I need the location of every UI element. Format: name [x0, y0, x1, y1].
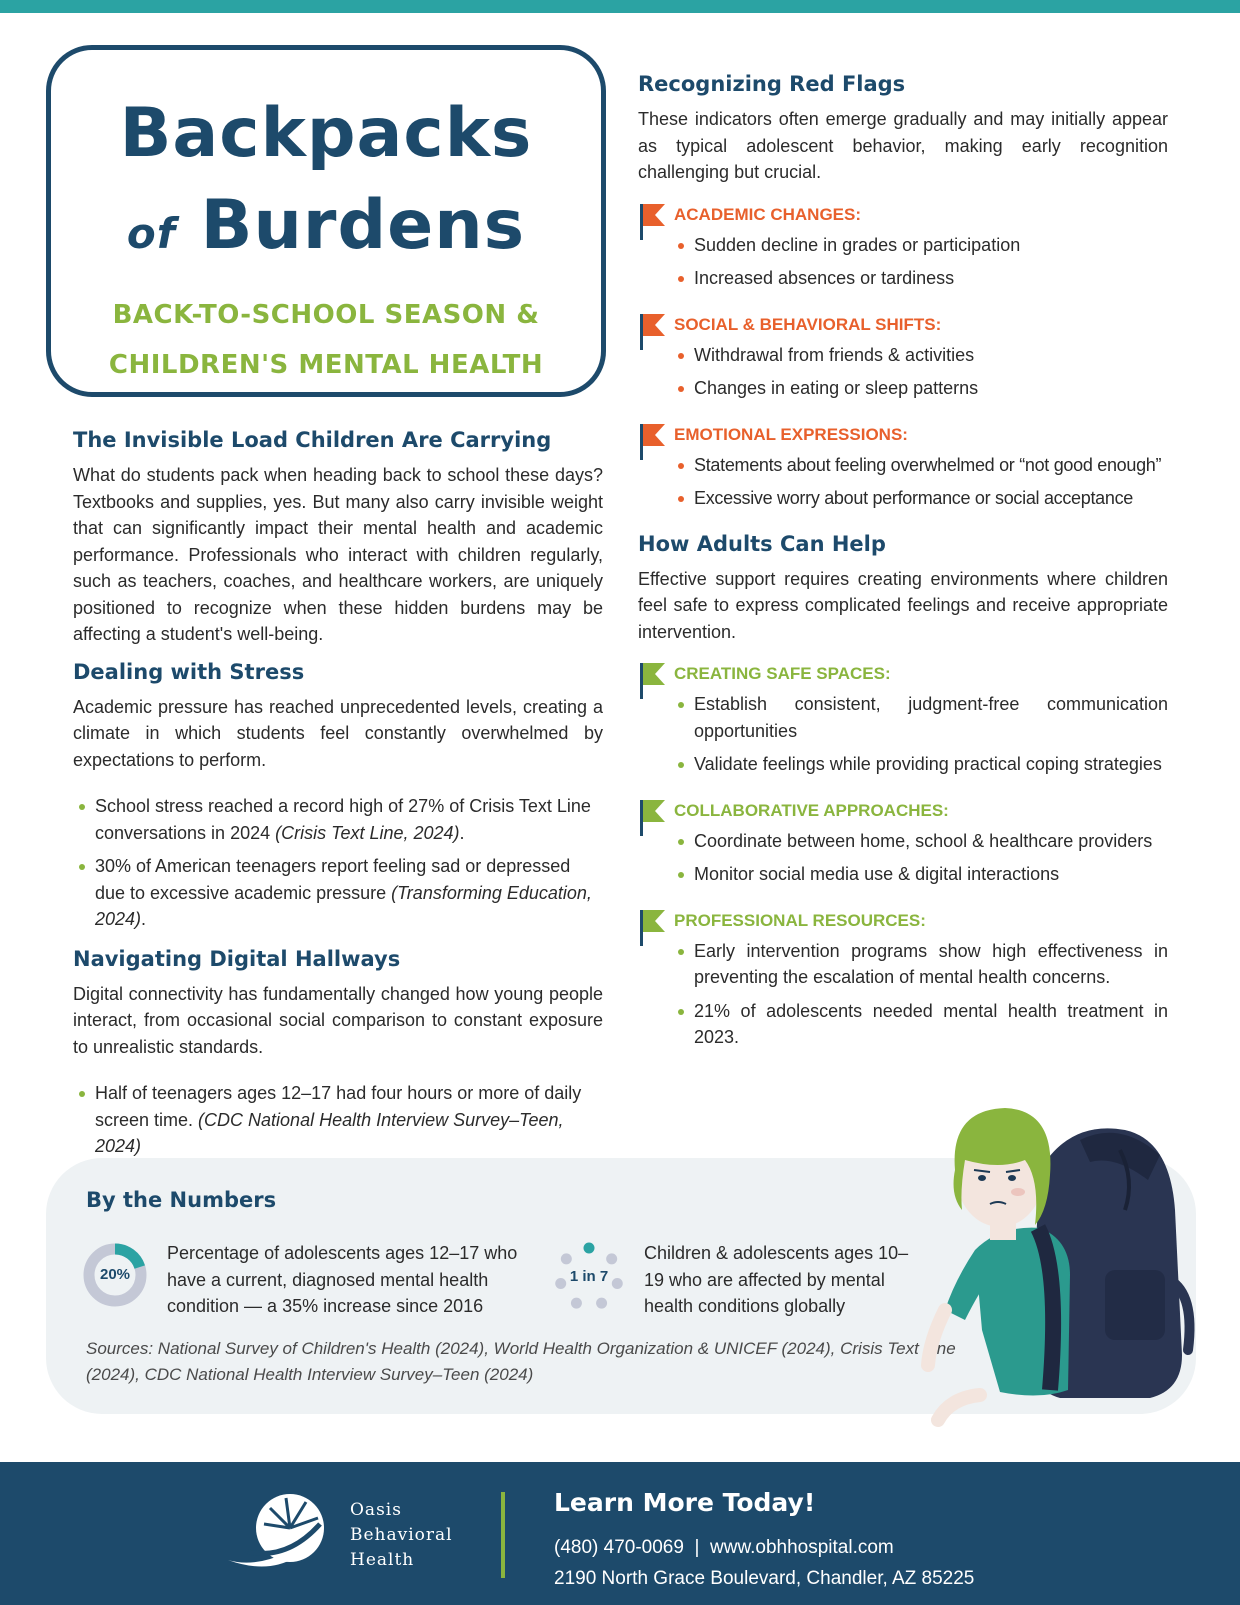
- list-item: Establish consistent, judgment-free communication opportunities: [672, 691, 1168, 744]
- footer-divider: [501, 1492, 505, 1578]
- title-box: [46, 45, 606, 397]
- list-item: Sudden decline in grades or participation: [672, 232, 1168, 259]
- professional-resources-list: [638, 938, 1168, 1051]
- list-item: Excessive worry about performance or social acceptance: [672, 485, 1168, 512]
- digital-heading: Navigating Digital Hallways: [73, 946, 401, 971]
- stress-heading: Dealing with Stress: [73, 659, 305, 684]
- academic-changes-list: [638, 232, 1168, 292]
- social-shifts-heading: SOCIAL & BEHAVIORAL SHIFTS:: [638, 312, 1168, 338]
- website-link[interactable]: www.obhhospital.com: [710, 1537, 894, 1558]
- list-item: Withdrawal from friends & activities: [672, 342, 1168, 369]
- left-column: [73, 428, 603, 1167]
- stress-list: [73, 793, 603, 933]
- subtitle: [51, 290, 601, 390]
- logo-text: [350, 1498, 453, 1573]
- safe-spaces-list: [638, 691, 1168, 778]
- logo-line1: Oasis: [350, 1500, 402, 1520]
- logo-line2: Behavioral: [350, 1525, 453, 1545]
- list-item: Half of teenagers ages 12–17 had four hours or more of daily screen time. (CDC National Health Interview Survey–Teen, 2024): [73, 1080, 603, 1160]
- academic-changes-heading: ACADEMIC CHANGES:: [638, 202, 1168, 228]
- stat2-label: 1 in 7: [569, 1268, 609, 1285]
- list-item: Coordinate between home, school & healthcare providers: [672, 828, 1168, 855]
- numbers-heading: By the Numbers: [86, 1188, 277, 1212]
- digital-text: Digital connectivity has fundamentally changed how young people interact, from occasional social comparison to constant exposure to unrealistic standards.: [73, 983, 603, 1057]
- stress-text: Academic pressure has reached unprecedented levels, creating a climate in which students feel constantly overwhelmed by expectations to perform.: [73, 696, 603, 770]
- social-shifts-list: [638, 342, 1168, 402]
- emotional-expressions-heading: EMOTIONAL EXPRESSIONS:: [638, 422, 1168, 448]
- emotional-expressions-list: [638, 452, 1168, 512]
- collaborative-heading: COLLABORATIVE APPROACHES:: [638, 798, 1168, 824]
- title-line2: [51, 180, 601, 280]
- collaborative-list: [638, 828, 1168, 888]
- list-item: Early intervention programs show high effectiveness in preventing the escalation of mental health concerns.: [672, 938, 1168, 991]
- list-item: 30% of American teenagers report feeling sad or depressed due to excessive academic pressure (Transforming Education, 2024).: [73, 853, 603, 933]
- right-column: [638, 72, 1168, 1071]
- red-flags-text: These indicators often emerge gradually and may initially appear as typical adolescent behavior, making early recognition challenging but crucial.: [638, 109, 1168, 182]
- phone-number[interactable]: (480) 470-0069: [554, 1537, 684, 1558]
- top-accent-bar: [0, 0, 1240, 13]
- contact-separator: |: [694, 1537, 700, 1558]
- red-flags-heading: Recognizing Red Flags: [638, 72, 906, 96]
- learn-more-heading: Learn More Today!: [554, 1488, 816, 1517]
- stat2-text: Children & adolescents ages 10–19 who are affected by mental health conditions globally: [644, 1243, 909, 1316]
- title-burdens: Burdens: [200, 186, 526, 265]
- list-item: Validate feelings while providing practical coping strategies: [672, 751, 1168, 778]
- list-item: School stress reached a record high of 27% of Crisis Text Line conversations in 2024 (Crisis Text Line, 2024).: [73, 793, 603, 846]
- invisible-load-text: What do students pack when heading back to school these days? Textbooks and supplies, yes. But many also carry invisible weight that can significantly impact their mental health and academic performance. Professionals who interact with children regularly, such as teachers, coaches, and healthcare workers, are uniquely positioned to recognize when these hidden burdens may be affecting a student's well-being.: [73, 465, 603, 644]
- oasis-logo-icon: [228, 1490, 338, 1576]
- footer: [0, 1462, 1240, 1605]
- help-heading: How Adults Can Help: [638, 531, 886, 556]
- subtitle-line1: BACK-TO-SCHOOL SEASON &: [112, 300, 540, 330]
- invisible-load-heading: The Invisible Load Children Are Carrying: [73, 428, 552, 452]
- sources-text: Sources: National Survey of Children's Health (2024), World Health Organization & UNICEF (2024), Crisis Text Line (2024), CDC National Health Interview Survey–Teen (2024): [86, 1339, 956, 1384]
- contact-info: [554, 1532, 974, 1594]
- stat1-text: Percentage of adolescents ages 12–17 who have a current, diagnosed mental health condition — a 35% increase since 2016: [167, 1243, 518, 1316]
- student-backpack-illustration: [920, 1100, 1220, 1430]
- help-text: Effective support requires creating environments where children feel safe to express complicated feelings and receive appropriate intervention.: [638, 568, 1168, 642]
- list-item: 21% of adolescents needed mental health treatment in 2023.: [672, 998, 1168, 1051]
- list-item: Monitor social media use & digital interactions: [672, 861, 1168, 888]
- address: 2190 North Grace Boulevard, Chandler, AZ 85225: [554, 1568, 975, 1589]
- safe-spaces-heading: CREATING SAFE SPACES:: [638, 661, 1168, 687]
- professional-resources-heading: PROFESSIONAL RESOURCES:: [638, 908, 1168, 934]
- digital-list: [73, 1080, 603, 1160]
- list-item: Statements about feeling overwhelmed or “not good enough”: [672, 452, 1168, 479]
- title-of: of: [126, 209, 176, 258]
- list-item: Increased absences or tardiness: [672, 265, 1168, 292]
- logo-line3: Health: [350, 1550, 415, 1570]
- subtitle-line2: CHILDREN'S MENTAL HEALTH: [108, 350, 544, 380]
- list-item: Changes in eating or sleep patterns: [672, 375, 1168, 402]
- title-line1: Backpacks: [119, 94, 533, 173]
- stat1-label: 20%: [99, 1266, 131, 1283]
